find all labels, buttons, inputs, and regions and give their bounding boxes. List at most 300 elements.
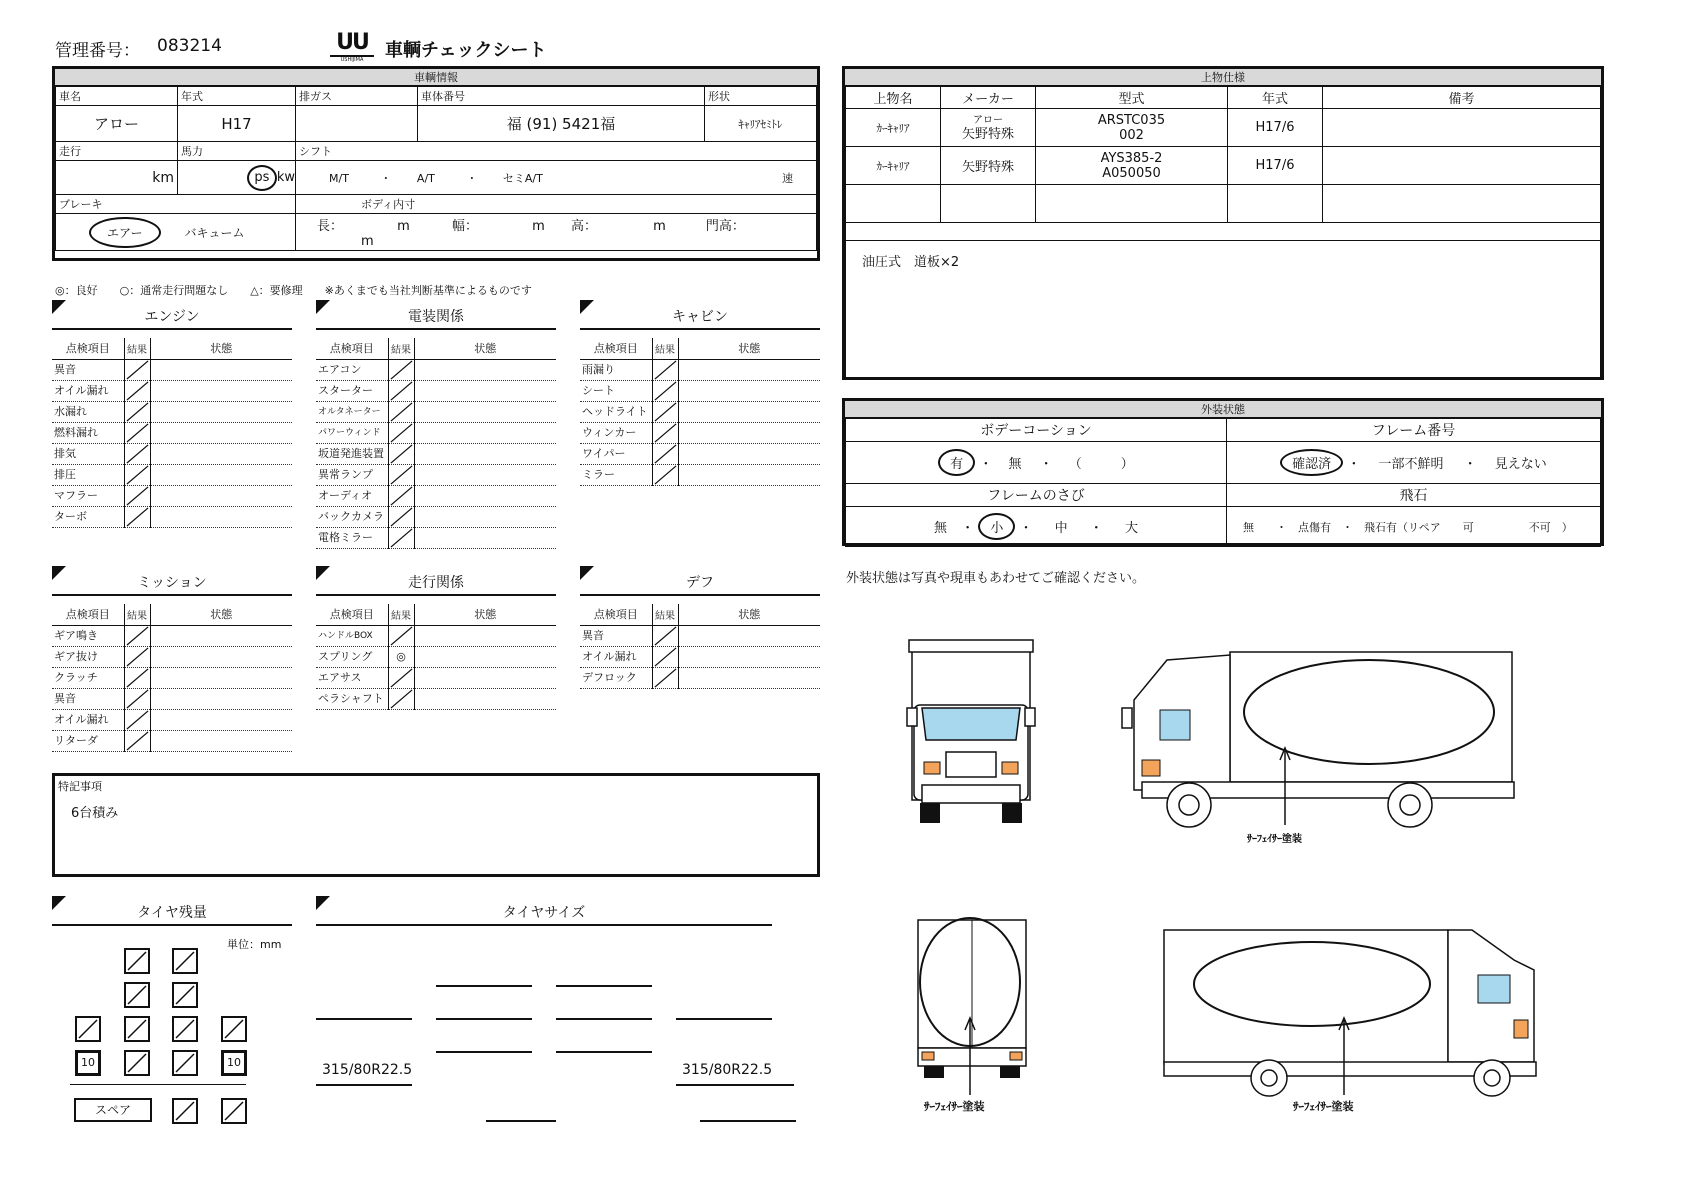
label-shift: シフト xyxy=(296,142,817,161)
tire-size-line xyxy=(316,1084,412,1086)
check-row xyxy=(580,464,820,485)
value-mileage-unit: km xyxy=(56,161,178,195)
check-row xyxy=(580,625,820,646)
check-row xyxy=(316,506,556,527)
check-result[interactable] xyxy=(388,359,414,380)
check-state xyxy=(678,646,820,667)
check-result[interactable] xyxy=(124,464,150,485)
tire-size-line xyxy=(556,1051,652,1053)
check-row xyxy=(316,485,556,506)
check-state xyxy=(414,401,556,422)
label-mileage: 走行 xyxy=(56,142,178,161)
frame-no-label: フレーム番号 xyxy=(1227,419,1601,442)
check-state xyxy=(150,506,292,527)
check-row xyxy=(52,464,292,485)
check-state xyxy=(678,359,820,380)
exterior-table xyxy=(845,418,1601,547)
tire-value-box[interactable] xyxy=(75,1050,101,1076)
tire-size-line xyxy=(676,1018,772,1020)
check-result[interactable] xyxy=(388,506,414,527)
slash-mark-icon xyxy=(126,1018,148,1040)
check-result[interactable]: ◎ xyxy=(388,646,414,667)
head-state: 状態 xyxy=(678,338,820,359)
slash-mark-icon xyxy=(653,360,678,380)
spec-maker-2: 矢野特殊 xyxy=(941,147,1036,185)
check-section-engine xyxy=(52,300,292,528)
slash-mark-icon xyxy=(125,626,150,646)
check-result[interactable] xyxy=(388,422,414,443)
power-kw: kw xyxy=(276,169,295,185)
slash-mark-icon xyxy=(653,444,678,464)
check-state xyxy=(150,464,292,485)
head-result: 結果 xyxy=(388,338,414,359)
slash-mark-icon xyxy=(389,360,414,380)
slash-mark-icon xyxy=(174,950,196,972)
check-item: オーディオ xyxy=(316,485,388,506)
head-result: 結果 xyxy=(388,604,414,625)
check-section-electric xyxy=(316,300,556,549)
check-row xyxy=(52,485,292,506)
tire-size-line xyxy=(556,1018,652,1020)
check-item: バックカメラ xyxy=(316,506,388,527)
check-item: パワーウィンド xyxy=(316,422,388,443)
tire-size-line xyxy=(700,1120,796,1122)
spec-maker-1: アロー xyxy=(973,114,1003,126)
check-section-diff xyxy=(580,566,820,689)
check-result[interactable] xyxy=(652,625,678,646)
check-row xyxy=(52,730,292,751)
check-item: 異音 xyxy=(52,688,124,709)
check-result[interactable] xyxy=(652,401,678,422)
label-power: 馬力 xyxy=(178,142,296,161)
check-section-title: キャビン xyxy=(580,306,820,330)
head-state: 状態 xyxy=(150,604,292,625)
frame-partial: 一部不鮮明 xyxy=(1378,457,1444,472)
slash-mark-icon xyxy=(125,381,150,401)
page-title: 車輌チェックシート xyxy=(385,40,547,61)
body-spec-title: 上物仕様 xyxy=(845,69,1601,86)
label-brake: ブレーキ xyxy=(56,195,296,214)
slash-mark-icon xyxy=(125,507,150,527)
tire-size-right: 315/80R22.5 xyxy=(682,1062,773,1078)
label-name: 車名 xyxy=(56,87,178,106)
check-item: デフロック xyxy=(580,667,652,688)
check-table xyxy=(580,338,820,486)
body-spec-panel xyxy=(842,66,1604,380)
check-row xyxy=(316,359,556,380)
slash-mark-icon xyxy=(653,668,678,688)
shift-speed: 速 xyxy=(782,171,793,185)
shift-semi: セミA/T xyxy=(502,171,543,185)
slash-mark-icon xyxy=(126,1052,148,1074)
label-year: 年式 xyxy=(178,87,296,106)
exterior-notice: 外装状態は写真や現車もあわせてご確認ください。 xyxy=(846,571,1146,586)
rust-dot-2: ・ xyxy=(1019,521,1033,536)
check-state xyxy=(150,709,292,730)
shift-mt: M/T xyxy=(329,171,349,185)
label-body-inner: ボディ内寸 xyxy=(296,195,817,214)
slash-mark-icon xyxy=(389,381,414,401)
check-result[interactable] xyxy=(388,667,414,688)
tire-size-line xyxy=(436,985,532,987)
check-item: ターボ xyxy=(52,506,124,527)
value-body-no: 福 (91) 5421福 xyxy=(418,106,705,142)
spec-row xyxy=(846,109,1601,147)
tire-size-title: タイヤサイズ xyxy=(316,902,772,926)
check-result[interactable] xyxy=(124,485,150,506)
check-state xyxy=(678,422,820,443)
dim-gate-label: 門高： xyxy=(705,219,745,234)
frame-dot-2: ・ xyxy=(1463,457,1477,472)
check-item: 坂道発進装置 xyxy=(316,443,388,464)
check-result[interactable] xyxy=(652,464,678,485)
slash-mark-icon xyxy=(223,1018,245,1040)
slash-mark-icon xyxy=(653,626,678,646)
spec-model-1: ARSTC035 xyxy=(1097,112,1166,128)
check-item: クラッチ xyxy=(52,667,124,688)
rust-dot-1: ・ xyxy=(961,521,975,536)
check-item: 雨漏り xyxy=(580,359,652,380)
check-table xyxy=(52,604,292,752)
check-item: 排圧 xyxy=(52,464,124,485)
value-emission xyxy=(296,106,418,142)
check-section-title: ミッション xyxy=(52,572,292,596)
check-state xyxy=(150,688,292,709)
check-item: ギア鳴き xyxy=(52,625,124,646)
dim-height-label: 高： xyxy=(570,219,597,234)
coating-paren: （ ） xyxy=(1068,457,1134,472)
shift-dot-2: ・ xyxy=(466,171,478,185)
spec-row xyxy=(846,147,1601,185)
check-result[interactable] xyxy=(124,646,150,667)
spec-maker-2: 矢野特殊 xyxy=(961,126,1014,142)
check-state xyxy=(150,401,292,422)
check-row xyxy=(52,443,292,464)
check-item: マフラー xyxy=(52,485,124,506)
check-state xyxy=(678,401,820,422)
check-state xyxy=(414,443,556,464)
check-state xyxy=(678,464,820,485)
label-emission: 排ガス xyxy=(296,87,418,106)
check-result[interactable] xyxy=(124,625,150,646)
slash-mark-icon xyxy=(389,626,414,646)
spec-head-model: 型式 xyxy=(1036,87,1228,109)
head-state: 状態 xyxy=(150,338,292,359)
check-row xyxy=(316,422,556,443)
tire-box[interactable] xyxy=(124,982,150,1008)
check-section-cabin xyxy=(580,300,820,486)
logo-sub: USHIJIMA xyxy=(330,55,374,63)
check-item: 水漏れ xyxy=(52,401,124,422)
check-state xyxy=(414,359,556,380)
head-result: 結果 xyxy=(124,604,150,625)
dim-length-unit: m xyxy=(397,219,410,234)
head-result: 結果 xyxy=(124,338,150,359)
check-row xyxy=(52,625,292,646)
slash-mark-icon xyxy=(125,710,150,730)
exterior-panel xyxy=(842,398,1604,546)
check-item: ミラー xyxy=(580,464,652,485)
check-state xyxy=(150,380,292,401)
coating-no: 無 xyxy=(1008,457,1022,472)
tire-size-line xyxy=(316,1018,412,1020)
slash-mark-icon xyxy=(389,668,414,688)
check-row xyxy=(316,625,556,646)
frame-confirmed-circled: 確認済 xyxy=(1280,449,1343,476)
tire-size-line xyxy=(676,1084,794,1086)
tire-size-line xyxy=(436,1051,532,1053)
check-row xyxy=(52,422,292,443)
slash-mark-icon xyxy=(389,689,414,709)
check-result[interactable] xyxy=(388,688,414,709)
slash-mark-icon xyxy=(389,465,414,485)
slash-mark-icon xyxy=(389,486,414,506)
tire-value: 10 xyxy=(223,1052,245,1074)
check-table xyxy=(580,604,820,689)
check-item: オイル漏れ xyxy=(52,709,124,730)
slash-mark-icon xyxy=(174,1052,196,1074)
tire-size-line xyxy=(486,1120,556,1122)
check-result[interactable] xyxy=(124,359,150,380)
slash-mark-icon xyxy=(223,1100,245,1122)
spec-model-2: 002 xyxy=(1119,127,1144,143)
value-shape: ｷｬﾘｱｾﾐﾄﾚ xyxy=(705,106,817,142)
brake-air-circled: エアー xyxy=(89,217,161,248)
check-result[interactable] xyxy=(388,625,414,646)
rust-label: フレームのさび xyxy=(846,484,1227,507)
shift-dot-1: ・ xyxy=(380,171,392,185)
check-result[interactable] xyxy=(652,646,678,667)
check-item: ワイパー xyxy=(580,443,652,464)
slash-mark-icon xyxy=(653,465,678,485)
check-state xyxy=(150,625,292,646)
label-shape: 形状 xyxy=(705,87,817,106)
rust-dot-3: ・ xyxy=(1089,521,1103,536)
check-result[interactable] xyxy=(652,667,678,688)
check-row xyxy=(316,688,556,709)
check-result[interactable] xyxy=(124,709,150,730)
check-result[interactable] xyxy=(652,380,678,401)
slash-mark-icon xyxy=(174,1018,196,1040)
logo-mark: UU xyxy=(336,30,368,55)
check-section-title: デフ xyxy=(580,572,820,596)
check-row xyxy=(52,359,292,380)
truck-rear-view xyxy=(918,918,1026,1095)
slash-mark-icon xyxy=(653,647,678,667)
slash-mark-icon xyxy=(174,984,196,1006)
check-state xyxy=(678,380,820,401)
check-state xyxy=(414,667,556,688)
check-state xyxy=(414,688,556,709)
check-state xyxy=(414,646,556,667)
slash-mark-icon xyxy=(125,668,150,688)
check-result[interactable] xyxy=(652,422,678,443)
check-result[interactable] xyxy=(124,401,150,422)
tire-size-line xyxy=(556,985,652,987)
tire-box[interactable] xyxy=(75,1016,101,1042)
legend-text: ◎：良好 ○：通常走行問題なし △：要修理 ※あくまでも当社判断基準によるものです xyxy=(55,284,532,297)
tire-value-box[interactable] xyxy=(221,1050,247,1076)
label-body-no: 車体番号 xyxy=(418,87,705,106)
notes-panel xyxy=(52,773,820,877)
check-state xyxy=(150,667,292,688)
check-state xyxy=(150,646,292,667)
check-state xyxy=(414,506,556,527)
mgmt-label: 管理番号： xyxy=(55,41,140,61)
annotation-surfacer-2: ｻｰﾌｪｲｻｰ塗装 xyxy=(924,1100,985,1113)
dim-gate-unit: m xyxy=(361,234,374,249)
coating-yes-circled: 有 xyxy=(938,449,975,476)
spec-model-1: AYS385-2 xyxy=(1100,150,1163,166)
slash-mark-icon xyxy=(653,423,678,443)
check-item: ギア抜け xyxy=(52,646,124,667)
check-item: スプリング xyxy=(316,646,388,667)
check-row xyxy=(52,646,292,667)
truck-side-view-right xyxy=(1122,652,1514,827)
slash-mark-icon xyxy=(125,731,150,751)
check-item: シート xyxy=(580,380,652,401)
tire-spare-label: スペア xyxy=(74,1098,152,1122)
check-row xyxy=(580,380,820,401)
tire-size-left: 315/80R22.5 xyxy=(322,1062,413,1078)
check-section-title: 走行関係 xyxy=(316,572,556,596)
slash-mark-icon xyxy=(389,444,414,464)
check-state xyxy=(150,359,292,380)
spec-remark: 油圧式 道板×2 xyxy=(846,241,1601,379)
brake-vacuum: バキューム xyxy=(184,225,245,240)
company-logo xyxy=(330,30,374,63)
check-state xyxy=(414,485,556,506)
check-result[interactable] xyxy=(388,464,414,485)
shift-at: A/T xyxy=(416,171,435,185)
check-item: 異音 xyxy=(580,625,652,646)
spec-head-note: 備考 xyxy=(1323,87,1601,109)
coating-dot-1: ・ xyxy=(979,457,993,472)
check-state xyxy=(414,422,556,443)
slash-mark-icon xyxy=(125,444,150,464)
check-row xyxy=(316,464,556,485)
tire-box[interactable] xyxy=(172,1050,198,1076)
dim-width-unit: m xyxy=(532,219,545,234)
tire-box[interactable] xyxy=(221,1016,247,1042)
spec-head-maker: メーカー xyxy=(941,87,1036,109)
check-item: ウィンカー xyxy=(580,422,652,443)
slash-mark-icon xyxy=(125,402,150,422)
vehicle-info-panel xyxy=(52,66,820,261)
check-result[interactable] xyxy=(388,380,414,401)
check-result[interactable] xyxy=(652,443,678,464)
check-section-drive xyxy=(316,566,556,710)
tire-remain-unit: 単位：mm xyxy=(227,938,282,951)
tire-box[interactable] xyxy=(221,1098,247,1124)
check-result[interactable] xyxy=(124,380,150,401)
check-item: オイル漏れ xyxy=(580,646,652,667)
head-state: 状態 xyxy=(414,604,556,625)
check-result[interactable] xyxy=(124,667,150,688)
check-row xyxy=(580,646,820,667)
check-state xyxy=(414,464,556,485)
slash-mark-icon xyxy=(389,423,414,443)
check-result[interactable] xyxy=(388,527,414,548)
annotation-surfacer-1: ｻｰﾌｪｲｻｰ塗装 xyxy=(1247,834,1302,845)
check-row xyxy=(580,667,820,688)
head-item: 点検項目 xyxy=(580,338,652,359)
spec-name: ｶｰｷｬﾘｱ xyxy=(846,147,941,185)
check-result[interactable] xyxy=(388,485,414,506)
stone-label: 飛石 xyxy=(1227,484,1601,507)
check-row xyxy=(316,667,556,688)
tire-box[interactable] xyxy=(124,1050,150,1076)
check-state xyxy=(678,625,820,646)
check-item: オルタネーター xyxy=(316,401,388,422)
value-year: H17 xyxy=(178,106,296,142)
truck-side-view-left xyxy=(1164,930,1536,1096)
check-row xyxy=(52,506,292,527)
rust-large: 大 xyxy=(1124,521,1138,536)
check-row xyxy=(52,709,292,730)
tire-value: 10 xyxy=(77,1052,99,1074)
slash-mark-icon xyxy=(125,486,150,506)
tire-box[interactable] xyxy=(172,1098,198,1124)
tire-box[interactable] xyxy=(124,948,150,974)
head-result: 結果 xyxy=(652,604,678,625)
spec-head-year: 年式 xyxy=(1228,87,1323,109)
coating-label: ボデーコーション xyxy=(846,419,1227,442)
head-item: 点検項目 xyxy=(316,604,388,625)
check-item: スターター xyxy=(316,380,388,401)
check-item: 異常ランプ xyxy=(316,464,388,485)
check-row xyxy=(52,688,292,709)
head-result: 結果 xyxy=(652,338,678,359)
check-row xyxy=(580,401,820,422)
slash-mark-icon xyxy=(653,402,678,422)
check-state xyxy=(414,527,556,548)
check-item: 異音 xyxy=(52,359,124,380)
check-result[interactable] xyxy=(388,401,414,422)
check-state xyxy=(414,380,556,401)
value-name: アロー xyxy=(56,106,178,142)
tire-box[interactable] xyxy=(172,982,198,1008)
check-result[interactable] xyxy=(124,422,150,443)
tire-box[interactable] xyxy=(172,948,198,974)
check-result[interactable] xyxy=(652,359,678,380)
coating-dot-2: ・ xyxy=(1039,457,1053,472)
check-row xyxy=(316,527,556,548)
truck-diagrams xyxy=(842,600,1622,1130)
check-result[interactable] xyxy=(124,730,150,751)
check-result[interactable] xyxy=(124,506,150,527)
tire-box[interactable] xyxy=(124,1016,150,1042)
check-row xyxy=(580,359,820,380)
check-item: ヘッドライト xyxy=(580,401,652,422)
rust-none: 無 xyxy=(934,521,948,536)
check-row xyxy=(52,401,292,422)
head-item: 点検項目 xyxy=(580,604,652,625)
truck-front-view xyxy=(907,640,1035,823)
tire-box[interactable] xyxy=(172,1016,198,1042)
slash-mark-icon xyxy=(126,950,148,972)
check-row xyxy=(52,667,292,688)
check-result[interactable] xyxy=(124,443,150,464)
check-result[interactable] xyxy=(388,443,414,464)
check-item: 電格ミラー xyxy=(316,527,388,548)
check-item: ペラシャフト xyxy=(316,688,388,709)
head-item: 点検項目 xyxy=(52,604,124,625)
slash-mark-icon xyxy=(125,423,150,443)
check-result[interactable] xyxy=(124,688,150,709)
check-row xyxy=(52,380,292,401)
spec-name: ｶｰｷｬﾘｱ xyxy=(846,109,941,147)
